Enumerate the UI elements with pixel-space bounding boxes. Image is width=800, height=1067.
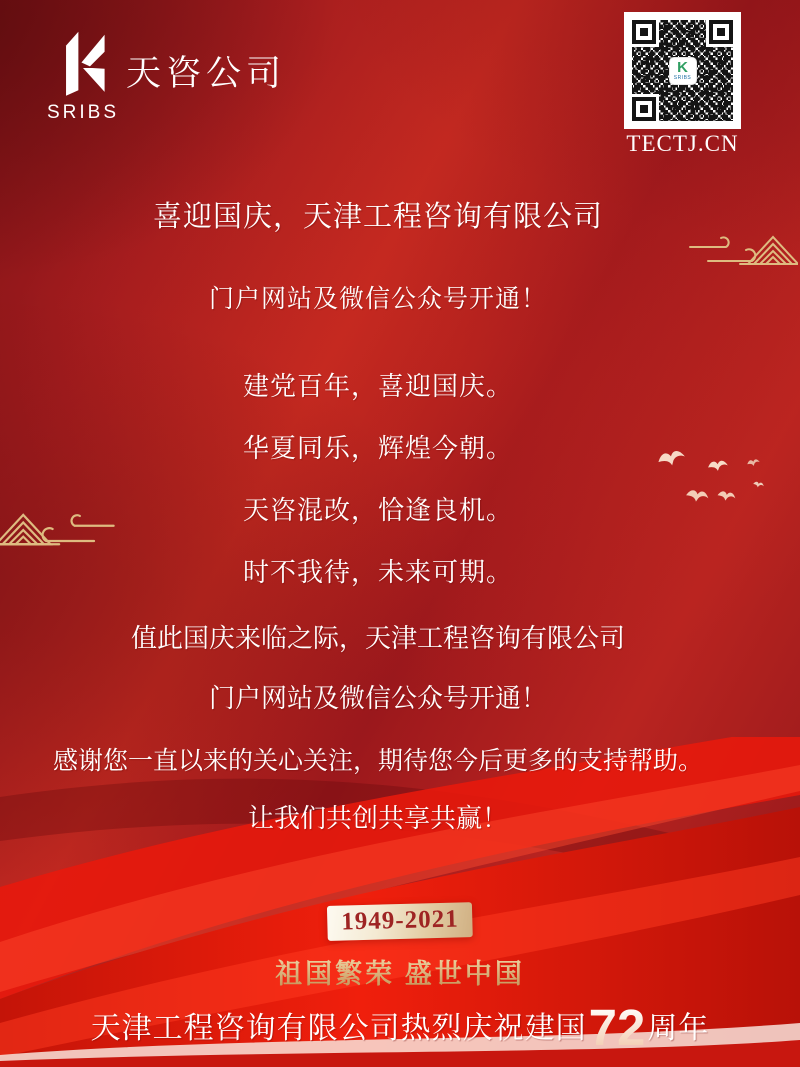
company-short-name: 天咨公司 (126, 54, 287, 93)
logo-text: SRIBS (46, 102, 120, 123)
poem-line: 时不我待，未来可期。 (242, 557, 513, 587)
closing-line: 值此国庆来临之际，天津工程咨询有限公司 (130, 623, 625, 653)
celebration-prefix: 天津工程咨询有限公司热烈庆祝建国 (90, 1012, 587, 1045)
poster-subtitle: 门户网站及微信公众号开通！ (208, 285, 547, 313)
slogan: 祖国繁荣 盛世中国 (0, 952, 800, 991)
closing-line: 门户网站及微信公众号开通！ (208, 683, 547, 713)
poem-line: 建党百年，喜迎国庆。 (242, 371, 513, 401)
qr-finder-pattern (632, 20, 656, 44)
anniversary-badge: 1949-2021 (327, 902, 473, 941)
sribs-logo-icon (51, 24, 115, 98)
qr-finder-pattern (709, 20, 733, 44)
qr-finder-pattern (632, 97, 656, 121)
brand-logo (44, 24, 122, 124)
qr-center-logo-icon: K SRIBS (669, 57, 697, 85)
closing-line: 感谢您一直以来的关心关注，期待您今后更多的支持帮助。 (52, 747, 703, 775)
poem-line: 天咨混改，恰逢良机。 (242, 495, 513, 525)
closing-line: 让我们共创共享共赢！ (247, 803, 508, 833)
qr-caption: TECTJ.CN (626, 131, 739, 156)
celebration-line (0, 998, 800, 1057)
wechat-qr-code (624, 12, 741, 129)
poster-title: 喜迎国庆，天津工程咨询有限公司 (152, 201, 603, 233)
celebration-suffix: 周年 (647, 1012, 710, 1045)
anniversary-number: 72 (588, 999, 646, 1056)
poem-line: 华夏同乐，辉煌今朝。 (242, 433, 513, 463)
